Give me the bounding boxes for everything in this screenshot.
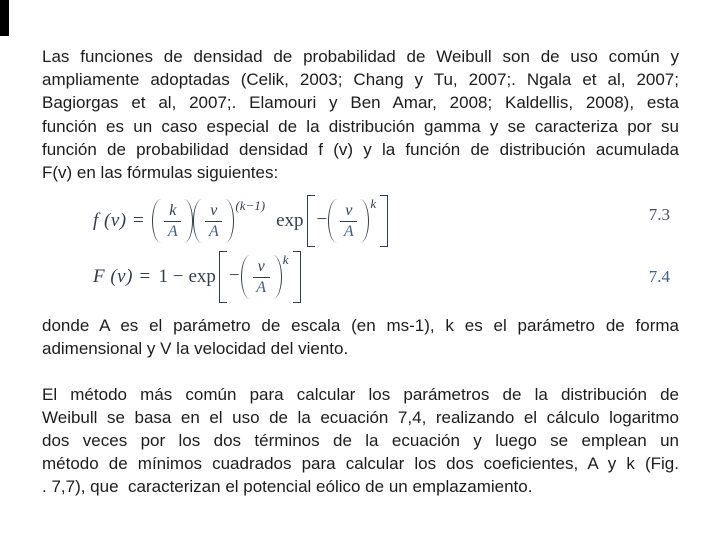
right-bracket-shape bbox=[380, 195, 388, 247]
equation-number-7-3: 7.3 bbox=[648, 205, 670, 225]
right-paren-shape bbox=[273, 255, 282, 299]
fraction-v-over-A: $\frac{v}{A}$ bbox=[253, 258, 270, 297]
one-minus-term: 1 − bbox=[158, 266, 184, 288]
equation-7-3 bbox=[42, 195, 679, 247]
exponent-k-minus-1: (k−1) bbox=[235, 198, 266, 214]
equation-7-4 bbox=[42, 252, 679, 302]
paragraph-line: Las funciones de densidad de probabilidad de Weibull son de uso común y bbox=[42, 47, 679, 66]
left-paren-shape bbox=[152, 199, 161, 243]
paragraph-line: dos veces por los dos términos de la ecuación y luego se emplean un bbox=[42, 430, 679, 450]
left-paren-shape bbox=[193, 199, 202, 243]
exponent-k: k bbox=[282, 252, 289, 268]
left-paren-shape bbox=[328, 199, 337, 243]
equation-7-4-math bbox=[42, 251, 301, 303]
paragraph-line: función de probabilidad densidad f (v) y la función de distribución acumulada bbox=[42, 139, 679, 159]
fraction-v-over-A: $\frac{v}{A}$ bbox=[205, 202, 222, 241]
paragraph-line: función es un caso especial de la distribución gamma y se caracteriza por su bbox=[42, 116, 679, 136]
paragraph-line: donde A es el parámetro de escala (en ms-1), k es el parámetro de forma bbox=[42, 316, 679, 336]
left-bracket-shape bbox=[219, 251, 227, 303]
paragraph-line: Bagiorgas et al, 2007;. Elamouri y Ben Amar, 2008; Kaldellis, 2008), esta bbox=[42, 93, 679, 113]
left-bracket-shape bbox=[307, 195, 315, 247]
minus-sign: − bbox=[228, 265, 240, 287]
left-paren-shape bbox=[241, 255, 250, 299]
exp-operator: exp bbox=[188, 266, 216, 288]
equation-number-7-4: 7.4 bbox=[648, 267, 670, 287]
equation-lhs: F (v) = bbox=[93, 266, 152, 288]
right-bracket-shape bbox=[293, 251, 301, 303]
minus-sign: − bbox=[316, 209, 328, 231]
fraction-k-over-A: $\frac{k}{A}$ bbox=[164, 202, 181, 241]
paragraph-line: . 7,7), que caracterizan el potencial eólico de un emplazamiento. bbox=[42, 477, 533, 497]
paragraph-parameters bbox=[42, 314, 679, 360]
exp-operator: exp bbox=[276, 210, 304, 232]
right-paren-shape bbox=[360, 199, 369, 243]
equation-7-3-math bbox=[42, 195, 388, 247]
paragraph-method bbox=[42, 383, 679, 499]
paragraph-line: Weibull se basa en el uso de la ecuación 7,4, realizando el cálculo logaritmo bbox=[42, 407, 679, 427]
corner-mark bbox=[0, 0, 9, 36]
right-paren-shape bbox=[184, 199, 193, 243]
equation-lhs: f (v) = bbox=[93, 210, 146, 232]
paragraph-line: adimensional y V la velocidad del viento. bbox=[42, 339, 349, 359]
paragraph-line: ampliamente adoptadas (Celik, 2003; Chang y Tu, 2007;. Ngala et al, 2007; bbox=[42, 70, 679, 90]
paragraph-line: El método más común para calcular los parámetros de la distribución de bbox=[42, 384, 679, 404]
paragraph-line: F(v) en las fórmulas siguientes: bbox=[42, 162, 279, 182]
paragraph-line: método de mínimos cuadrados para calcular los dos coeficientes, A y k (Fig. bbox=[42, 454, 679, 474]
fraction-v-over-A: $\frac{v}{A}$ bbox=[340, 202, 357, 241]
exponent-k: k bbox=[370, 196, 377, 212]
text-column bbox=[42, 45, 679, 498]
right-paren-shape bbox=[225, 199, 234, 243]
paragraph-intro bbox=[42, 45, 679, 184]
